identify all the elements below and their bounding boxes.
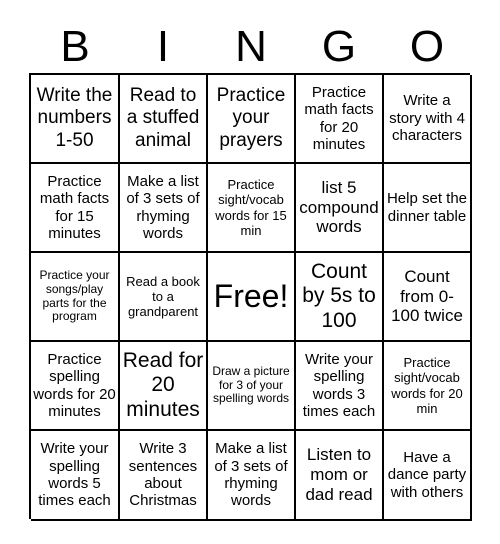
bingo-cell-r1c4[interactable] [296,75,384,164]
bingo-cell-text: Read a book to a grandparent [126,273,200,320]
bingo-cell-r3c5[interactable] [384,253,472,342]
bingo-cell-text: Practice math facts for 15 minutes [39,172,110,242]
bingo-cell-text: Make a list of 3 sets of rhyming words [126,172,200,242]
bingo-cell-text: Free! [213,277,289,314]
bingo-cell-text: Write a story with 4 characters [389,92,465,145]
bingo-cell-r3c2[interactable] [120,253,208,342]
bingo-cell-text: list 5 compound words [299,177,379,237]
bingo-cell-r2c1[interactable] [31,164,120,253]
header-letter-o: O [409,22,445,71]
bingo-cell-text: Practice your prayers [216,85,286,151]
bingo-cell-r4c4[interactable] [296,342,384,431]
bingo-cell-text: Count from 0-100 twice [391,266,463,326]
bingo-cell-r4c2[interactable] [120,342,208,431]
bingo-header [31,22,471,72]
bingo-cell-text: Write 3 sentences about Christmas [128,440,198,510]
bingo-cell-free[interactable] [208,253,296,342]
bingo-cell-r2c3[interactable] [208,164,296,253]
bingo-cell-text: Help set the dinner table [386,190,468,225]
bingo-cell-text: Make a list of 3 sets of rhyming words [214,440,288,510]
bingo-cell-r5c3[interactable] [208,431,296,521]
bingo-cell-text: Read to a stuffed animal [126,85,200,151]
bingo-cell-text: Practice sight/vocab words for 20 min [391,355,463,416]
bingo-cell-r3c1[interactable] [31,253,120,342]
bingo-cell-r2c2[interactable] [120,164,208,253]
bingo-cell-r4c5[interactable] [384,342,472,431]
bingo-cell-text: Practice math facts for 20 minutes [304,83,374,153]
bingo-cell-text: Practice sight/vocab words for 15 min [215,177,287,238]
bingo-cell-r1c1[interactable] [31,75,120,164]
bingo-cell-text: Have a dance party with others [387,448,467,501]
bingo-cell-r4c3[interactable] [208,342,296,431]
bingo-cell-r5c1[interactable] [31,431,120,521]
bingo-cell-r2c4[interactable] [296,164,384,253]
bingo-cell-text: Write your spelling words 3 times each [302,350,376,420]
bingo-cell-text: Draw a picture for 3 of your spelling words [212,363,290,406]
bingo-cell-text: Write your spelling words 5 times each [38,440,111,510]
header-letter-g: G [321,22,357,71]
bingo-cell-text: Count by 5s to 100 [302,259,376,332]
bingo-cell-text: Practice spelling words for 20 minutes [33,350,116,420]
bingo-cell-r1c5[interactable] [384,75,472,164]
bingo-cell-text: Read for 20 minutes [122,348,204,421]
bingo-cell-r3c4[interactable] [296,253,384,342]
bingo-cell-r1c3[interactable] [208,75,296,164]
bingo-cell-r2c5[interactable] [384,164,472,253]
bingo-cell-text: Practice your songs/play parts for the program [39,267,110,324]
bingo-cell-r1c2[interactable] [120,75,208,164]
bingo-cell-r5c5[interactable] [384,431,472,521]
bingo-cell-text: Write the numbers 1-50 [36,85,113,151]
bingo-cell-r5c2[interactable] [120,431,208,521]
header-letter-i: I [156,22,170,71]
header-letter-b: B [60,22,90,71]
bingo-cell-text: Listen to mom or dad read [305,445,373,504]
bingo-grid [29,73,470,519]
header-letter-n: N [235,22,267,71]
bingo-cell-r5c4[interactable] [296,431,384,521]
bingo-cell-r4c1[interactable] [31,342,120,431]
